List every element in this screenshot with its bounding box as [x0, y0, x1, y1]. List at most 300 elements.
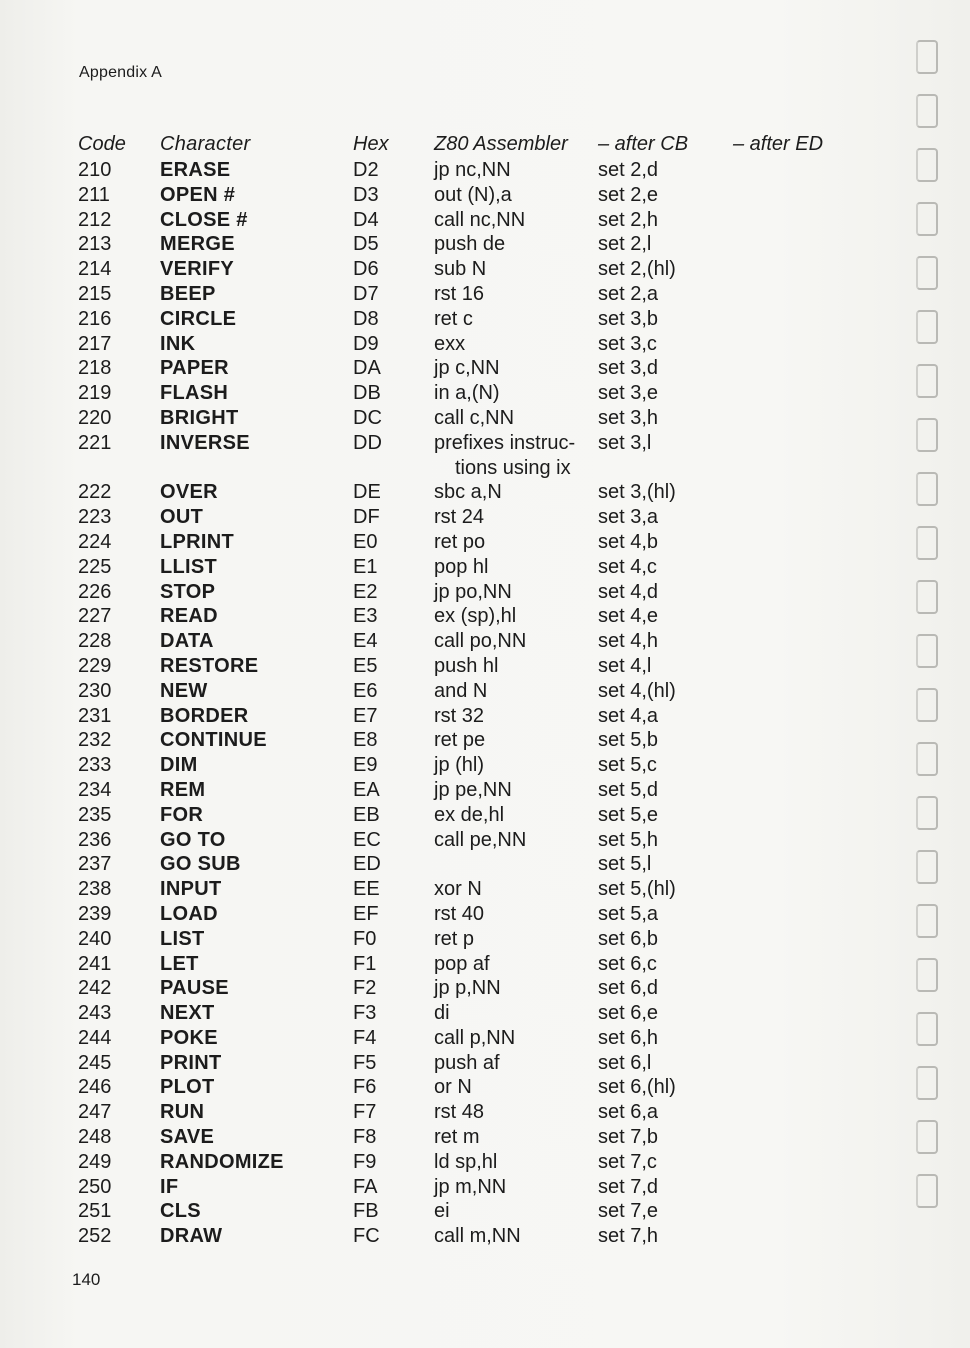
- assembler-cell: [434, 1051, 500, 1076]
- binding-ring: [916, 850, 938, 884]
- hex-cell: EF: [353, 902, 379, 925]
- header-after-ed: – after ED: [733, 133, 824, 155]
- table-row: [78, 1199, 848, 1224]
- code-cell: 247: [78, 1101, 112, 1124]
- hex-cell: E4: [353, 630, 378, 653]
- after-cb-cell: set 5,b: [598, 729, 659, 752]
- hex-cell: F7: [353, 1101, 377, 1124]
- after-cb-cell: set 2,h: [598, 208, 659, 231]
- code-cell: 243: [78, 1002, 112, 1025]
- header-z80-assembler: Z80 Assembler: [434, 133, 568, 155]
- spiral-binding: [916, 40, 940, 1330]
- hex-cell: F4: [353, 1026, 377, 1049]
- assembler-line: jp m,NN: [434, 1175, 507, 1198]
- character-cell: INPUT: [160, 878, 222, 901]
- hex-cell: F2: [353, 977, 377, 1000]
- hex-cell: E7: [353, 704, 378, 727]
- code-cell: 233: [78, 754, 112, 777]
- code-cell: 212: [78, 208, 112, 231]
- hex-cell: E2: [353, 580, 378, 603]
- assembler-cell: [434, 1100, 484, 1125]
- assembler-line: call m,NN: [434, 1225, 521, 1248]
- binding-ring: [916, 958, 938, 992]
- assembler-cell: [434, 431, 575, 481]
- hex-cell: E1: [353, 555, 378, 578]
- assembler-line: ld sp,hl: [434, 1150, 498, 1173]
- assembler-line: prefixes instruc-: [434, 431, 576, 454]
- assembler-line: ret c: [434, 307, 473, 330]
- assembler-cell: [434, 952, 490, 977]
- table-row: [78, 778, 848, 803]
- after-cb-cell: set 6,c: [598, 952, 657, 975]
- character-cell: PAUSE: [160, 977, 229, 1000]
- after-cb-cell: set 7,e: [598, 1200, 659, 1223]
- assembler-line: xor N: [434, 878, 482, 901]
- after-cb-cell: set 3,l: [598, 431, 652, 454]
- after-cb-cell: set 3,b: [598, 307, 659, 330]
- hex-cell: EA: [353, 778, 380, 801]
- character-cell: NEXT: [160, 1002, 215, 1025]
- after-cb-cell: set 6,b: [598, 927, 659, 950]
- table-body: [78, 158, 848, 1249]
- assembler-cell: [434, 629, 526, 654]
- assembler-line: jp nc,NN: [434, 159, 511, 181]
- code-cell: 235: [78, 803, 112, 826]
- code-cell: 221: [78, 431, 112, 454]
- table-row: [78, 158, 848, 183]
- after-cb-cell: set 5,a: [598, 902, 659, 925]
- character-cell: PAPER: [160, 357, 229, 380]
- table-row: [78, 530, 848, 555]
- assembler-cell: [434, 927, 474, 952]
- assembler-cell: [434, 332, 465, 357]
- table-row: [78, 877, 848, 902]
- character-cell: GO SUB: [160, 853, 241, 876]
- assembler-cell: [434, 158, 511, 183]
- character-cell: DIM: [160, 754, 198, 777]
- code-cell: 224: [78, 530, 112, 553]
- table-row: [78, 1001, 848, 1026]
- assembler-line: rst 16: [434, 282, 485, 305]
- hex-cell: DD: [353, 431, 382, 454]
- header-code: Code: [78, 133, 126, 155]
- binding-ring: [916, 796, 938, 830]
- code-cell: 223: [78, 506, 112, 529]
- after-cb-cell: set 3,h: [598, 406, 659, 429]
- assembler-cell: [434, 232, 505, 257]
- character-cell: ERASE: [160, 159, 231, 181]
- header-character: Character: [160, 133, 251, 155]
- code-cell: 244: [78, 1026, 112, 1049]
- hex-cell: F5: [353, 1051, 377, 1074]
- assembler-line: jp po,NN: [434, 580, 512, 603]
- assembler-cell: [434, 803, 504, 828]
- binding-ring: [916, 40, 938, 74]
- binding-ring: [916, 256, 938, 290]
- code-cell: 252: [78, 1225, 112, 1248]
- assembler-line: jp pe,NN: [434, 778, 512, 801]
- assembler-line: jp c,NN: [434, 357, 500, 380]
- after-cb-cell: set 4,(hl): [598, 679, 676, 702]
- character-cell: GO TO: [160, 828, 226, 851]
- assembler-line-continued: tions using ix: [455, 456, 571, 479]
- binding-ring: [916, 148, 938, 182]
- code-cell: 226: [78, 580, 112, 603]
- table-row: [78, 505, 848, 530]
- assembler-cell: [434, 1224, 521, 1249]
- table-row: [78, 654, 848, 679]
- after-cb-cell: set 4,h: [598, 630, 659, 653]
- after-cb-cell: set 6,d: [598, 977, 659, 1000]
- assembler-cell: [434, 1175, 506, 1200]
- after-cb-cell: set 5,l: [598, 853, 652, 876]
- after-cb-cell: set 7,d: [598, 1175, 659, 1198]
- character-cell: BRIGHT: [160, 406, 239, 429]
- after-cb-cell: set 4,d: [598, 580, 659, 603]
- assembler-cell: [434, 1075, 472, 1100]
- table-row: [78, 1026, 848, 1051]
- assembler-cell: [434, 208, 525, 233]
- hex-cell: DE: [353, 481, 381, 504]
- table-row: [78, 356, 848, 381]
- table-row: [78, 555, 848, 580]
- hex-cell: E0: [353, 530, 378, 553]
- character-cell: VERIFY: [160, 258, 235, 281]
- code-cell: 217: [78, 332, 112, 355]
- code-cell: 225: [78, 555, 112, 578]
- hex-cell: F0: [353, 927, 377, 950]
- assembler-cell: [434, 1001, 450, 1026]
- table-row: [78, 431, 848, 481]
- assembler-line: push hl: [434, 654, 499, 677]
- assembler-cell: [434, 406, 514, 431]
- after-cb-cell: set 5,e: [598, 803, 659, 826]
- hex-cell: DA: [353, 357, 381, 380]
- assembler-line: jp p,NN: [434, 977, 501, 1000]
- table-row: [78, 976, 848, 1001]
- code-cell: 227: [78, 605, 112, 628]
- hex-cell: E9: [353, 754, 378, 777]
- binding-ring: [916, 904, 938, 938]
- after-cb-cell: set 4,b: [598, 530, 659, 553]
- assembler-line: ret m: [434, 1126, 480, 1149]
- assembler-line: ei: [434, 1200, 450, 1223]
- hex-cell: F1: [353, 952, 377, 975]
- binding-ring: [916, 742, 938, 776]
- character-cell: NEW: [160, 679, 208, 702]
- assembler-line: sub N: [434, 258, 487, 281]
- table-row: [78, 406, 848, 431]
- hex-cell: D8: [353, 307, 379, 330]
- table-row: [78, 183, 848, 208]
- hex-cell: DF: [353, 506, 380, 529]
- character-cell: OPEN #: [160, 183, 236, 206]
- after-cb-cell: set 5,(hl): [598, 878, 676, 901]
- table-row: [78, 828, 848, 853]
- assembler-cell: [434, 704, 484, 729]
- character-cell: CLS: [160, 1200, 201, 1223]
- character-cell: RUN: [160, 1101, 205, 1124]
- character-cell: LLIST: [160, 555, 218, 578]
- assembler-line: di: [434, 1002, 450, 1025]
- binding-ring: [916, 418, 938, 452]
- hex-cell: E8: [353, 729, 378, 752]
- assembler-line: exx: [434, 332, 466, 355]
- code-cell: 213: [78, 233, 112, 256]
- character-cell: LIST: [160, 927, 205, 950]
- code-cell: 216: [78, 307, 112, 330]
- table-row: [78, 1051, 848, 1076]
- character-cell: RANDOMIZE: [160, 1150, 284, 1173]
- code-cell: 237: [78, 853, 112, 876]
- hex-cell: D2: [353, 159, 379, 181]
- after-cb-cell: set 3,e: [598, 382, 659, 405]
- code-cell: 238: [78, 878, 112, 901]
- character-cell: PRINT: [160, 1051, 222, 1074]
- code-cell: 246: [78, 1076, 112, 1099]
- hex-cell: EE: [353, 878, 380, 901]
- assembler-cell: [434, 282, 484, 307]
- after-cb-cell: set 7,b: [598, 1126, 659, 1149]
- after-cb-cell: set 2,d: [598, 159, 659, 181]
- hex-cell: D3: [353, 183, 379, 206]
- character-cell: INK: [160, 332, 196, 355]
- character-cell: LOAD: [160, 902, 218, 925]
- assembler-cell: [434, 679, 487, 704]
- table-row: [78, 480, 848, 505]
- assembler-cell: [434, 555, 489, 580]
- binding-ring: [916, 688, 938, 722]
- hex-cell: EC: [353, 828, 381, 851]
- table-row: [78, 753, 848, 778]
- assembler-line: ret pe: [434, 729, 486, 752]
- assembler-cell: [434, 505, 484, 530]
- after-cb-cell: set 2,(hl): [598, 258, 676, 281]
- hex-cell: DC: [353, 406, 382, 429]
- assembler-cell: [434, 530, 485, 555]
- after-cb-cell: set 3,d: [598, 357, 659, 380]
- code-cell: 240: [78, 927, 112, 950]
- character-cell: DRAW: [160, 1225, 223, 1248]
- assembler-line: ret p: [434, 927, 475, 950]
- hex-cell: D4: [353, 208, 379, 231]
- character-cell: REM: [160, 778, 206, 801]
- table-row: [78, 580, 848, 605]
- assembler-cell: [434, 1026, 515, 1051]
- assembler-line: jp (hl): [434, 754, 485, 777]
- assembler-cell: [434, 654, 499, 679]
- assembler-cell: [434, 902, 484, 927]
- assembler-line: call po,NN: [434, 630, 527, 653]
- binding-ring: [916, 634, 938, 668]
- assembler-cell: [434, 1150, 497, 1175]
- character-cell: FOR: [160, 803, 204, 826]
- table-row: [78, 704, 848, 729]
- code-cell: 220: [78, 406, 112, 429]
- code-cell: 222: [78, 481, 112, 504]
- hex-cell: E3: [353, 605, 378, 628]
- assembler-line: pop af: [434, 952, 490, 975]
- table-row: [78, 852, 848, 877]
- hex-cell: D9: [353, 332, 379, 355]
- assembler-cell: [434, 580, 512, 605]
- after-cb-cell: set 2,e: [598, 183, 659, 206]
- code-cell: 231: [78, 704, 112, 727]
- after-cb-cell: set 5,c: [598, 754, 657, 777]
- assembler-line: ex (sp),hl: [434, 605, 517, 628]
- binding-ring: [916, 526, 938, 560]
- assembler-line: ret po: [434, 530, 486, 553]
- table-row: [78, 1075, 848, 1100]
- hex-cell: DB: [353, 382, 381, 405]
- character-cell: IF: [160, 1175, 179, 1198]
- assembler-line: rst 32: [434, 704, 485, 727]
- assembler-line: call nc,NN: [434, 208, 526, 231]
- character-cell: CIRCLE: [160, 307, 237, 330]
- binding-ring: [916, 1120, 938, 1154]
- code-cell: 250: [78, 1175, 112, 1198]
- assembler-cell: [434, 1125, 480, 1150]
- code-cell: 214: [78, 258, 112, 281]
- hex-cell: FA: [353, 1175, 378, 1198]
- after-cb-cell: set 6,a: [598, 1101, 659, 1124]
- code-cell: 211: [78, 183, 110, 206]
- character-code-table: [78, 130, 848, 1249]
- code-cell: 229: [78, 654, 112, 677]
- character-cell: CONTINUE: [160, 729, 267, 752]
- assembler-line: rst 48: [434, 1101, 485, 1124]
- code-cell: 232: [78, 729, 112, 752]
- hex-cell: F6: [353, 1076, 377, 1099]
- binding-ring: [916, 94, 938, 128]
- after-cb-cell: set 5,h: [598, 828, 659, 851]
- table-row: [78, 629, 848, 654]
- binding-ring: [916, 580, 938, 614]
- code-cell: 234: [78, 778, 112, 801]
- table-row: [78, 332, 848, 357]
- character-cell: FLASH: [160, 382, 229, 405]
- character-cell: POKE: [160, 1026, 218, 1049]
- code-cell: 218: [78, 357, 112, 380]
- code-cell: 239: [78, 902, 112, 925]
- assembler-line: push af: [434, 1051, 500, 1074]
- table-row: [78, 927, 848, 952]
- assembler-line: call pe,NN: [434, 828, 527, 851]
- after-cb-cell: set 6,(hl): [598, 1076, 676, 1099]
- character-cell: BORDER: [160, 704, 249, 727]
- after-cb-cell: set 4,c: [598, 555, 657, 578]
- table-row: [78, 257, 848, 282]
- table-row: [78, 282, 848, 307]
- assembler-line: in a,(N): [434, 382, 500, 405]
- table-header-row: [78, 130, 848, 158]
- character-cell: CLOSE #: [160, 208, 248, 231]
- binding-ring: [916, 364, 938, 398]
- character-cell: INVERSE: [160, 431, 250, 454]
- running-head: Appendix A: [79, 64, 162, 81]
- hex-cell: D6: [353, 258, 379, 281]
- hex-cell: EB: [353, 803, 380, 826]
- header-hex: Hex: [353, 133, 389, 155]
- assembler-cell: [434, 257, 486, 282]
- hex-cell: F8: [353, 1126, 377, 1149]
- table-row: [78, 208, 848, 233]
- hex-cell: F9: [353, 1150, 377, 1173]
- table-row: [78, 307, 848, 332]
- character-cell: MERGE: [160, 233, 235, 256]
- assembler-cell: [434, 381, 500, 406]
- binding-ring: [916, 310, 938, 344]
- table-row: [78, 679, 848, 704]
- assembler-cell: [434, 307, 473, 332]
- code-cell: 249: [78, 1150, 112, 1173]
- assembler-line: rst 40: [434, 902, 485, 925]
- after-cb-cell: set 4,l: [598, 654, 652, 677]
- binding-ring: [916, 1012, 938, 1046]
- assembler-cell: [434, 604, 516, 629]
- assembler-cell: [434, 480, 502, 505]
- code-cell: 245: [78, 1051, 112, 1074]
- assembler-cell: [434, 728, 485, 753]
- page-number: 140: [72, 1270, 101, 1289]
- character-cell: RESTORE: [160, 654, 259, 677]
- code-cell: 210: [78, 159, 112, 181]
- table-row: [78, 1224, 848, 1249]
- assembler-cell: [434, 183, 512, 208]
- assembler-cell: [434, 778, 512, 803]
- code-cell: 230: [78, 679, 112, 702]
- character-cell: PLOT: [160, 1076, 215, 1099]
- assembler-line: call p,NN: [434, 1026, 516, 1049]
- table-row: [78, 1150, 848, 1175]
- assembler-line: or N: [434, 1076, 472, 1099]
- after-cb-cell: set 4,a: [598, 704, 659, 727]
- table-row: [78, 728, 848, 753]
- assembler-cell: [434, 753, 484, 778]
- after-cb-cell: set 7,c: [598, 1150, 657, 1173]
- hex-cell: D7: [353, 282, 379, 305]
- table-row: [78, 1125, 848, 1150]
- hex-cell: E6: [353, 679, 378, 702]
- after-cb-cell: set 6,h: [598, 1026, 659, 1049]
- table-row: [78, 803, 848, 828]
- code-cell: 236: [78, 828, 112, 851]
- after-cb-cell: set 3,(hl): [598, 481, 676, 504]
- assembler-line: sbc a,N: [434, 481, 502, 504]
- character-cell: SAVE: [160, 1126, 215, 1149]
- table-row: [78, 902, 848, 927]
- code-cell: 251: [78, 1200, 112, 1223]
- hex-cell: D5: [353, 233, 379, 256]
- code-cell: 241: [78, 952, 112, 975]
- hex-cell: E5: [353, 654, 378, 677]
- after-cb-cell: set 6,e: [598, 1002, 659, 1025]
- assembler-cell: [434, 1199, 450, 1224]
- character-cell: DATA: [160, 630, 214, 653]
- assembler-line: rst 24: [434, 506, 485, 529]
- after-cb-cell: set 5,d: [598, 778, 659, 801]
- assembler-line: pop hl: [434, 555, 489, 578]
- table-row: [78, 952, 848, 977]
- character-cell: READ: [160, 605, 218, 628]
- after-cb-cell: set 3,a: [598, 506, 659, 529]
- assembler-line: push de: [434, 233, 506, 256]
- assembler-cell: [434, 877, 482, 902]
- character-cell: STOP: [160, 580, 216, 603]
- table-row: [78, 232, 848, 257]
- after-cb-cell: set 2,l: [598, 233, 652, 256]
- character-cell: BEEP: [160, 282, 216, 305]
